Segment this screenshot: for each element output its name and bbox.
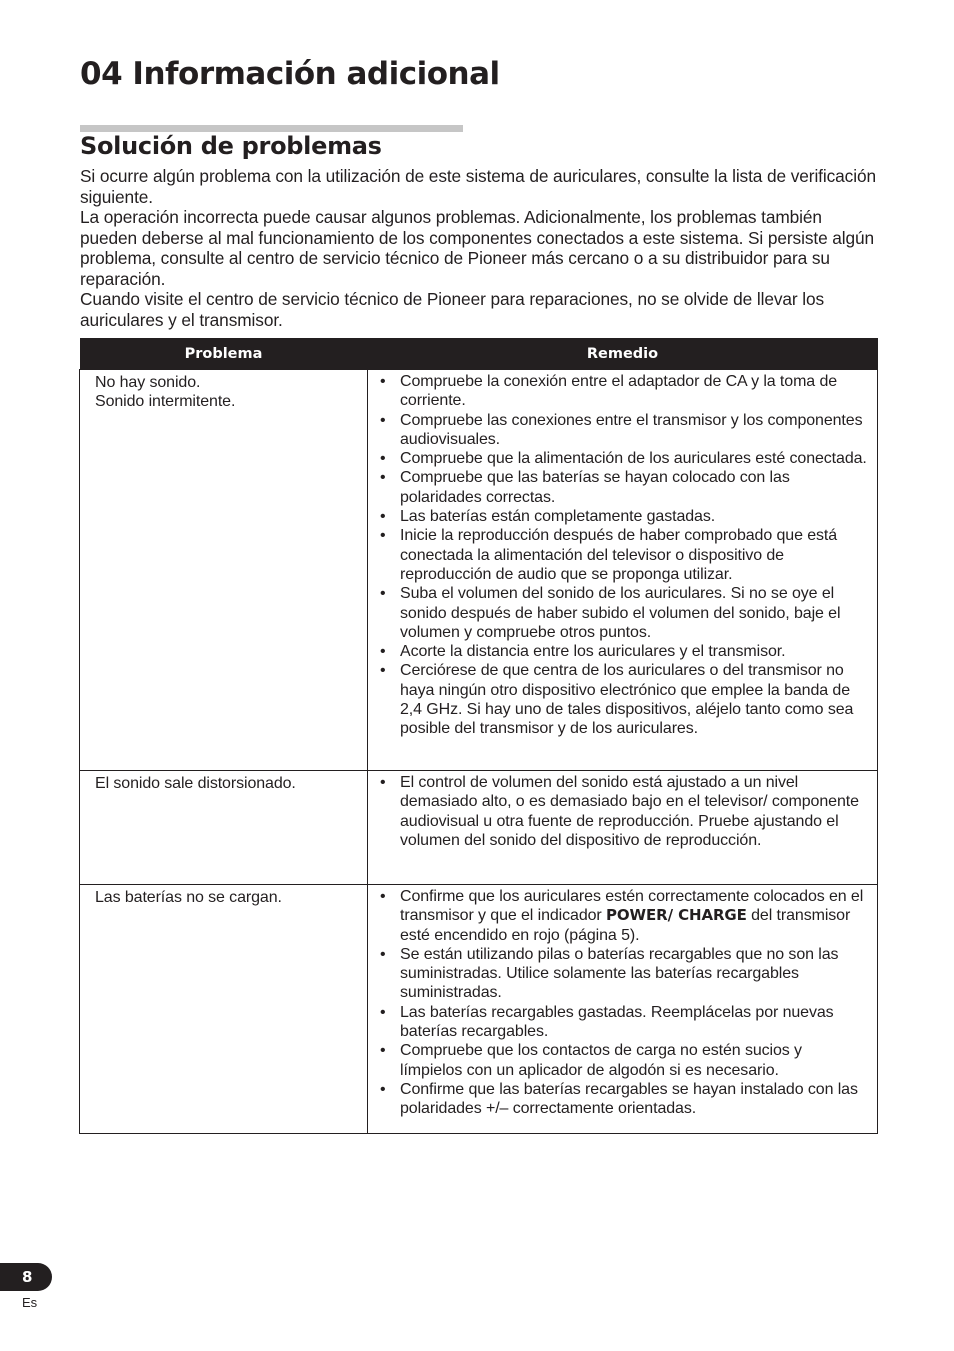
remedy-text: Inicie la reproducción después de haber comprobado que está conectada la alimentación del televisor o dispositivo de reproducción de audio que se proponga utilizar.: [400, 527, 838, 583]
troubleshooting-table: [79, 338, 878, 1134]
problem-text: Las baterías no se cargan.: [95, 889, 282, 906]
remedy-text: Compruebe las conexiones entre el transmisor y los componentes audiovisuales.: [400, 411, 863, 448]
remedy-item: [380, 887, 867, 945]
remedy-item: [380, 773, 867, 850]
remedy-text: Confirme que las baterías recargables se hayan instalado con las polaridades +/– correctamente orientadas.: [400, 1080, 858, 1118]
remedy-text: Compruebe que los contactos de carga no estén sucios y límpielos con un aplicador de algodón si es necesario.: [400, 1042, 802, 1079]
bullet: •: [380, 450, 386, 468]
bullet: •: [380, 508, 386, 526]
remedy-item: [380, 468, 867, 507]
remedy-list: [380, 887, 867, 1119]
remedy-item: [380, 945, 867, 1003]
remedy-item: [380, 1041, 867, 1080]
bullet: •: [380, 469, 386, 487]
remedy-item: [380, 507, 867, 526]
remedy-item: [380, 1003, 867, 1042]
remedy-text-part: del transmisor esté encendido en rojo (página 5).: [400, 907, 851, 944]
remedy-cell: [368, 370, 878, 771]
bullet: •: [380, 774, 386, 791]
table-row: [80, 771, 878, 885]
remedy-item: [380, 661, 867, 738]
header-problem: Problema: [80, 338, 368, 370]
remedy-text: Las baterías recargables gastadas. Reemplácelas por nuevas baterías recargables.: [400, 1003, 834, 1041]
section-title: Solución de problemas: [80, 132, 382, 160]
remedy-list: [380, 372, 867, 739]
remedy-item: [380, 411, 867, 450]
remedy-text-part: Confirme que los auriculares estén correctamente colocados en el transmisor y que el indicador: [400, 888, 864, 925]
remedy-text: Se están utilizando pilas o baterías recargables que no son las suministradas. Utilice solamente las baterías recargables suministradas.: [400, 945, 839, 1002]
remedy-text: Compruebe que la alimentación de los auriculares esté conectada.: [400, 450, 867, 468]
remedy-item: [380, 372, 867, 411]
bullet: •: [380, 945, 386, 963]
problem-text: El sonido sale distorsionado.: [95, 775, 296, 792]
bullet: •: [380, 1003, 386, 1021]
remedy-text: Suba el volumen del sonido de los auriculares. Si no se oye el sonido después de haber subido el volumen del sonido, baje el volumen y compruebe otros puntos.: [400, 585, 841, 641]
remedy-item: [380, 526, 867, 584]
remedy-item: [380, 642, 867, 661]
section-rule: [80, 125, 463, 132]
remedy-text: Acorte la distancia entre los auriculares y el transmisor.: [400, 643, 786, 661]
remedy-text: [400, 888, 863, 944]
remedy-list: [380, 773, 867, 850]
chapter-title: 04 Información adicional: [80, 56, 500, 92]
remedy-item: [380, 584, 867, 642]
problem-cell: [80, 885, 368, 1134]
page-number: 8: [22, 1268, 33, 1286]
bullet: •: [380, 527, 386, 545]
remedy-item: [380, 1080, 867, 1119]
problem-cell: [80, 771, 368, 885]
bullet: •: [380, 411, 386, 429]
header-remedy: Remedio: [368, 338, 878, 370]
page-language: Es: [22, 1295, 38, 1310]
bullet: •: [380, 662, 386, 680]
remedy-item: [380, 449, 867, 468]
remedy-text: El control de volumen del sonido está ajustado a un nivel demasiado alto, o es demasiado bajo en el televisor/ componente audiovisual u otra fuente de reproducción. Pruebe ajustando el volumen del sonido del dispositivo de reproducción.: [400, 774, 859, 849]
problem-cell: [80, 370, 368, 771]
page-number-tab: [0, 1263, 52, 1291]
bullet: •: [380, 585, 386, 603]
remedy-text: Cerciórese de que centra de los auriculares o del transmisor no haya ningún otro dispositivo electrónico que emplee la banda de 2,4 GHz. Si hay uno de tales dispositivos, aléjelo tanto como sea posible del transmisor y de los auriculares.: [400, 662, 854, 738]
bullet: •: [380, 1042, 386, 1060]
table-header-row: [80, 338, 878, 370]
bullet: •: [380, 888, 386, 905]
problem-text: No hay sonido. Sonido intermitente.: [95, 374, 236, 411]
bullet: •: [380, 643, 386, 661]
intro-paragraph: Si ocurre algún problema con la utilización de este sistema de auriculares, consulte la lista de verificación siguiente.: [80, 166, 876, 207]
table-row: [80, 370, 878, 771]
remedy-cell: [368, 771, 878, 885]
bullet: •: [380, 373, 386, 390]
indicator-name: POWER/ CHARGE: [606, 906, 747, 925]
bullet: •: [380, 1080, 386, 1098]
remedy-text: Las baterías están completamente gastadas.: [400, 508, 716, 526]
intro-paragraph: La operación incorrecta puede causar algunos problemas. Adicionalmente, los problemas también pueden deberse al mal funcionamiento de los componentes conectados a este sistema. Si persiste algún problema, consulte al centro de servicio técnico de Pioneer más cercano o a su distribuidor para su reparación.: [80, 207, 875, 289]
table-row: [80, 885, 878, 1134]
intro-paragraph: Cuando visite el centro de servicio técnico de Pioneer para reparaciones, no se olvide de llevar los auriculares y el transmisor.: [80, 289, 825, 330]
remedy-cell: [368, 885, 878, 1134]
intro-text: [80, 166, 880, 330]
remedy-text: Compruebe que las baterías se hayan colocado con las polaridades correctas.: [400, 469, 790, 506]
remedy-text: Compruebe la conexión entre el adaptador de CA y la toma de corriente.: [400, 373, 838, 410]
